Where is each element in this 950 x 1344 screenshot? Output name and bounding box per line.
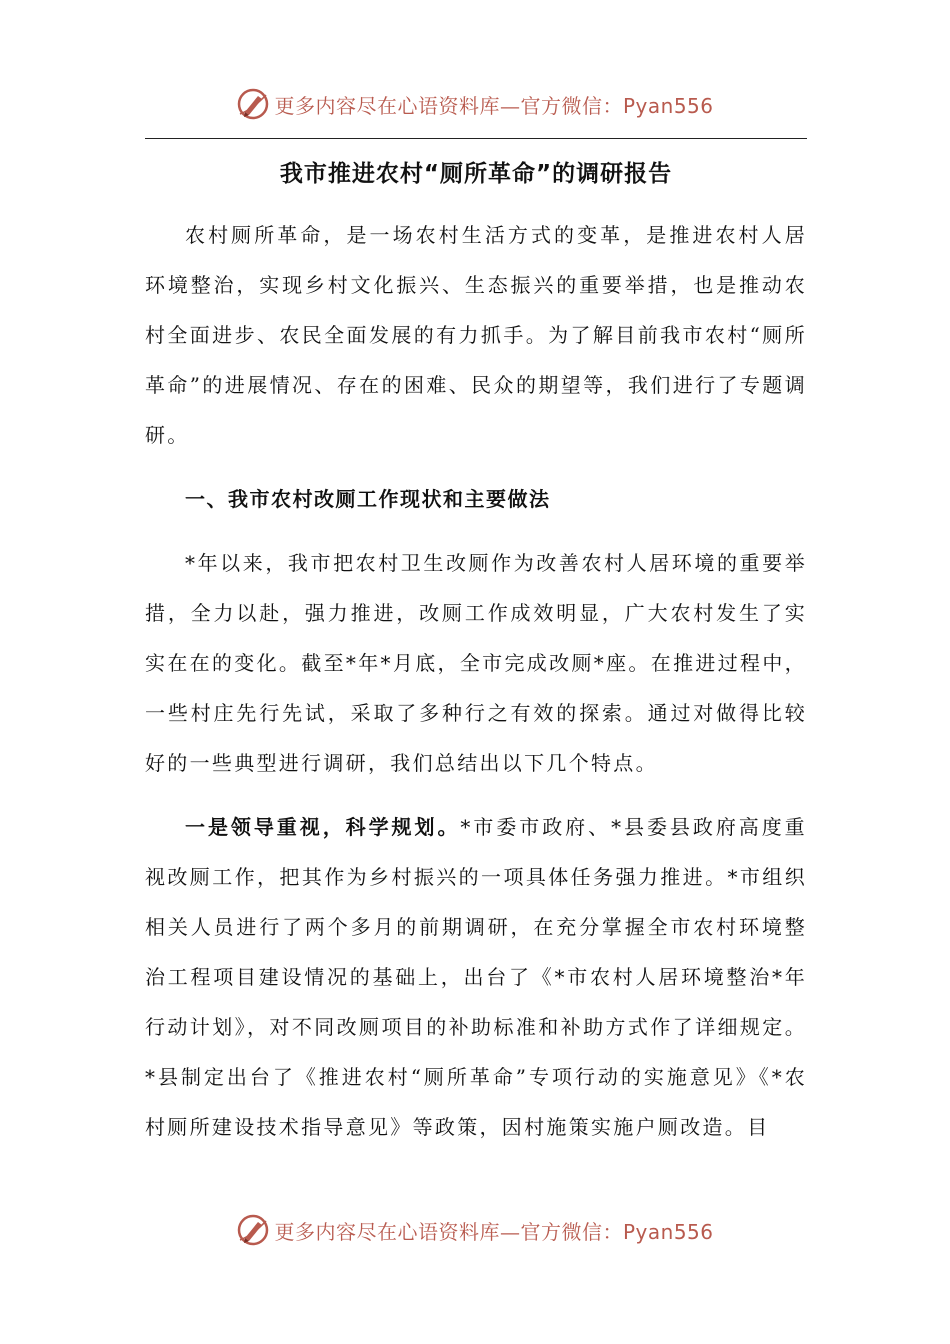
- intro-paragraph: 农村厕所革命，是一场农村生活方式的变革，是推进农村人居环境整治，实现乡村文化振兴、生态振兴的重要举措，也是推动农村全面进步、农民全面发展的有力抓手。为了解目前我市农村“厕所革命”的进展情况、存在的困难、民众的期望等，我们进行了专题调研。: [145, 223, 807, 447]
- wechat-id: Pyan556: [622, 1219, 714, 1244]
- document-title: 我市推进农村“厕所革命”的调研报告: [279, 161, 673, 187]
- point-lead: 一是领导重视，科学规划。: [185, 815, 461, 839]
- wechat-id: Pyan556: [622, 93, 714, 118]
- header-banner: [0, 84, 950, 124]
- footer-banner: [0, 1210, 950, 1250]
- document-body: [145, 210, 807, 1152]
- point-paragraph: [145, 802, 807, 1152]
- banner-text: 更多内容尽在心语资料库—官方微信：Pyan556: [274, 93, 714, 118]
- point-body: *市委市政府、*县委县政府高度重视改厕工作，把其作为乡村振兴的一项具体任务强力推进。*市组织相关人员进行了两个多月的前期调研，在充分掌握全市农村环境整治工程项目建设情况的基础上，出台了《*市农村人居环境整治*年行动计划》，对不同改厕项目的补助标准和补助方式作了详细规定。*县制定出台了《推进农村“厕所革命”专项行动的实施意见》《*农村厕所建设技术指导意见》等政策，因村施策实施户厕改造。目: [145, 815, 807, 1139]
- pen-logo-icon: [236, 87, 270, 121]
- section-heading: 一、我市农村改厕工作现状和主要做法: [185, 487, 551, 511]
- section-paragraph: *年以来，我市把农村卫生改厕作为改善农村人居环境的重要举措，全力以赴，强力推进，改厕工作成效明显，广大农村发生了实实在在的变化。截至*年*月底，全市完成改厕*座。在推进过程中，一些村庄先行先试，采取了多种行之有效的探索。通过对做得比较好的一些典型进行调研，我们总结出以下几个特点。: [145, 551, 807, 775]
- banner-text: 更多内容尽在心语资料库—官方微信：Pyan556: [274, 1219, 714, 1244]
- pen-logo-icon: [236, 1213, 270, 1247]
- header-rule: [145, 138, 807, 139]
